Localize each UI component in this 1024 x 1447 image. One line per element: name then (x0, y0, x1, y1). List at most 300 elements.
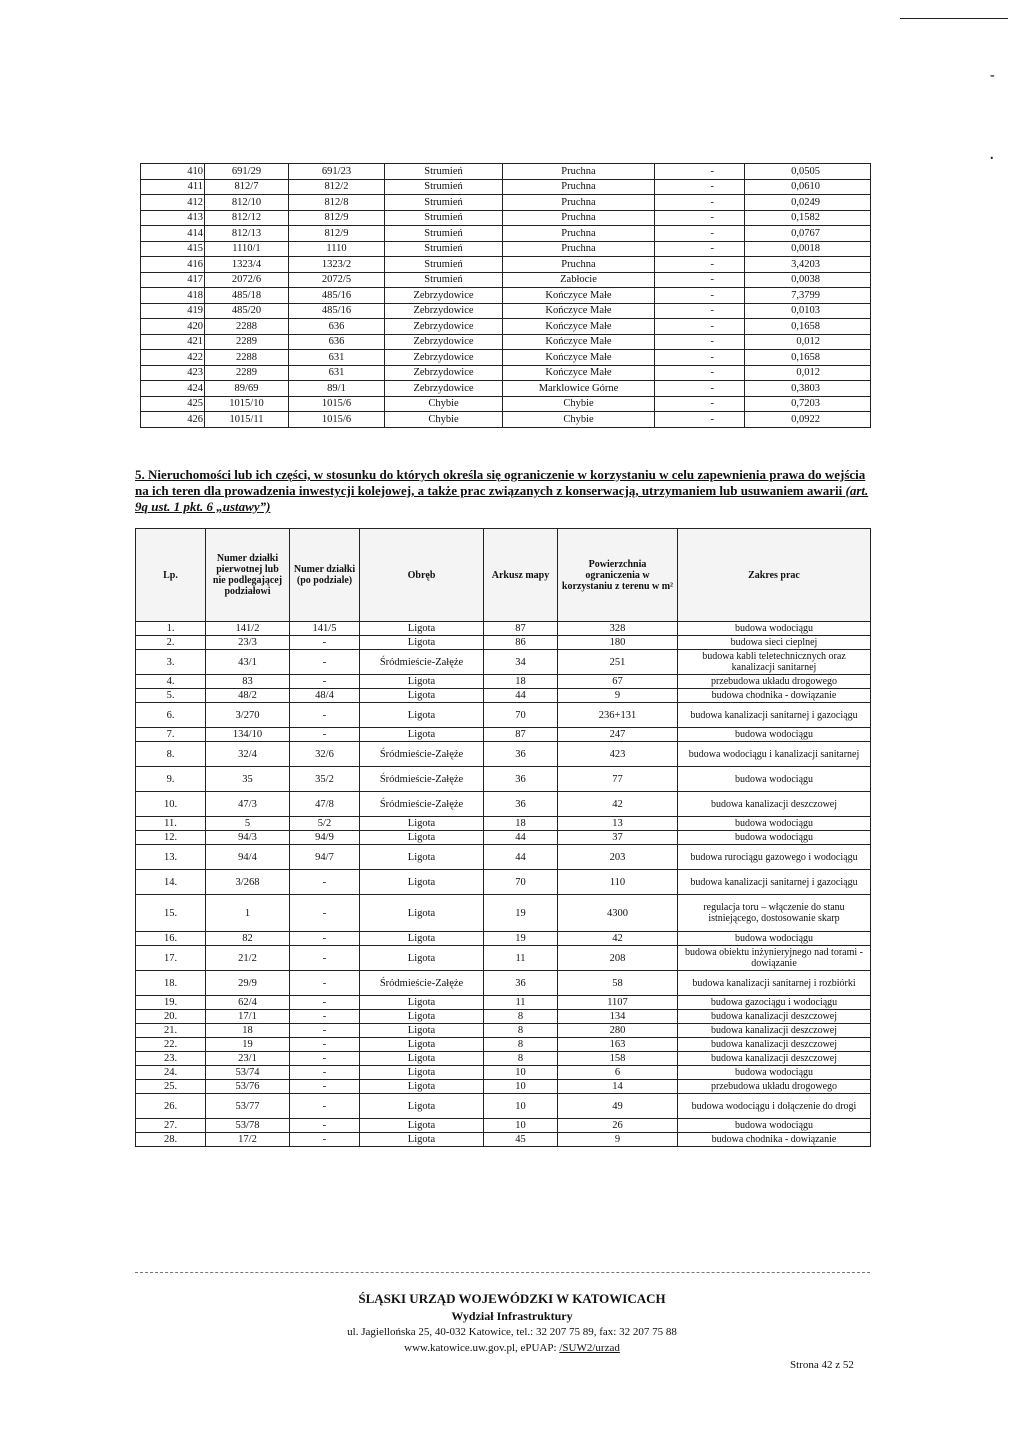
row-number-cell: 425 (141, 396, 205, 412)
precinct-cell: Ligota (360, 870, 484, 895)
parcel-original-cell: 82 (206, 932, 290, 946)
table-row (136, 831, 871, 845)
scope-of-work-cell: budowa kanalizacji deszczowej (678, 1038, 871, 1052)
lp-cell: 26. (136, 1094, 206, 1119)
lp-cell: 1. (136, 622, 206, 636)
flag-cell: - (655, 334, 745, 350)
lp-cell: 10. (136, 792, 206, 817)
parcel-original-cell: 94/3 (206, 831, 290, 845)
row-number-cell: 426 (141, 412, 205, 428)
scope-of-work-cell: budowa kanalizacji deszczowej (678, 1052, 871, 1066)
parcel-after-division-cell: 636 (289, 319, 385, 335)
area-cell: 251 (558, 650, 678, 675)
parcel-original-cell: 812/7 (205, 179, 289, 195)
row-number-cell: 423 (141, 365, 205, 381)
precinct-cell: Ligota (360, 703, 484, 728)
parcel-after-division-cell: 631 (289, 350, 385, 366)
parcel-after-division-cell: - (290, 1010, 360, 1024)
page-number: Strona 42 z 52 (790, 1359, 854, 1371)
parcel-original-cell: 19 (206, 1038, 290, 1052)
area-cell: 37 (558, 831, 678, 845)
precinct-cell: Pruchna (503, 195, 655, 211)
area-cell: 423 (558, 742, 678, 767)
area-ha-cell: 0,0018 (745, 241, 871, 257)
margin-mark: - (990, 68, 995, 83)
parcel-after-division-cell: - (290, 1119, 360, 1133)
map-sheet-cell: 8 (484, 1010, 558, 1024)
map-sheet-cell: 18 (484, 675, 558, 689)
map-sheet-cell: 86 (484, 636, 558, 650)
parcel-original-cell: 134/10 (206, 728, 290, 742)
table-row (136, 622, 871, 636)
precinct-cell: Ligota (360, 932, 484, 946)
section-5-heading: 5. Nieruchomości lub ich części, w stosunku do których określa się ograniczenie w korzystaniu w celu zapewnienia prawa do wejścia na ich teren dla prowadzenia inwestycji kolejowej, a także prac związanych z konserwacją, utrzymaniem lub usuwaniem awarii (art. 9q ust. 1 pkt. 6 „ustawy”) (135, 467, 869, 514)
flag-cell: - (655, 350, 745, 366)
parcel-original-cell: 2288 (205, 319, 289, 335)
parcel-original-cell: 17/1 (206, 1010, 290, 1024)
parcel-after-division-cell: 94/9 (290, 831, 360, 845)
municipality-cell: Strumień (385, 272, 503, 288)
parcel-after-division-cell: 47/8 (290, 792, 360, 817)
scope-of-work-cell: budowa wodociągu (678, 1119, 871, 1133)
lp-cell: 6. (136, 703, 206, 728)
parcel-after-division-cell: - (290, 1066, 360, 1080)
parcel-after-division-cell: 485/16 (289, 303, 385, 319)
area-cell: 247 (558, 728, 678, 742)
parcel-original-cell: 94/4 (206, 845, 290, 870)
flag-cell: - (655, 381, 745, 397)
flag-cell: - (655, 319, 745, 335)
margin-mark: . (990, 148, 994, 163)
table-row (141, 195, 871, 211)
area-cell: 280 (558, 1024, 678, 1038)
scope-of-work-cell: budowa wodociągu (678, 728, 871, 742)
table-row (136, 792, 871, 817)
parcel-after-division-cell: - (290, 636, 360, 650)
scope-of-work-cell: budowa chodnika - dowiązanie (678, 689, 871, 703)
scope-of-work-cell: przebudowa układu drogowego (678, 675, 871, 689)
parcel-table-continued (140, 163, 871, 428)
lp-cell: 20. (136, 1010, 206, 1024)
scope-of-work-cell: budowa kanalizacji deszczowej (678, 792, 871, 817)
map-sheet-cell: 8 (484, 1052, 558, 1066)
parcel-original-cell: 3/270 (206, 703, 290, 728)
row-number-cell: 413 (141, 210, 205, 226)
parcel-after-division-cell: 812/9 (289, 226, 385, 242)
precinct-cell: Śródmieście-Załęże (360, 650, 484, 675)
precinct-cell: Kończyce Małe (503, 365, 655, 381)
table-row (141, 303, 871, 319)
parcel-original-cell: 812/13 (205, 226, 289, 242)
table-row (136, 1024, 871, 1038)
scope-of-work-cell: budowa wodociągu i kanalizacji sanitarnej (678, 742, 871, 767)
parcel-after-division-cell: - (290, 1038, 360, 1052)
parcel-original-cell: 62/4 (206, 996, 290, 1010)
footer-divider (135, 1272, 870, 1273)
lp-cell: 27. (136, 1119, 206, 1133)
parcel-original-cell: 53/78 (206, 1119, 290, 1133)
parcel-after-division-cell: - (290, 1024, 360, 1038)
area-ha-cell: 0,0038 (745, 272, 871, 288)
table-row (141, 179, 871, 195)
parcel-original-cell: 35 (206, 767, 290, 792)
precinct-cell: Pruchna (503, 179, 655, 195)
scope-of-work-cell: budowa rurociągu gazowego i wodociągu (678, 845, 871, 870)
parcel-original-cell: 53/77 (206, 1094, 290, 1119)
precinct-cell: Kończyce Małe (503, 319, 655, 335)
map-sheet-cell: 10 (484, 1119, 558, 1133)
table-row (136, 946, 871, 971)
lp-cell: 17. (136, 946, 206, 971)
parcel-original-cell: 3/268 (206, 870, 290, 895)
precinct-cell: Ligota (360, 1052, 484, 1066)
table-row (136, 817, 871, 831)
area-cell: 26 (558, 1119, 678, 1133)
precinct-cell: Ligota (360, 1080, 484, 1094)
area-ha-cell: 0,012 (745, 334, 871, 350)
table-row (141, 272, 871, 288)
area-ha-cell: 0,0922 (745, 412, 871, 428)
precinct-cell: Ligota (360, 895, 484, 932)
header-map-sheet: Arkusz mapy (484, 529, 558, 622)
table-row (141, 226, 871, 242)
parcel-after-division-cell: - (290, 675, 360, 689)
precinct-cell: Ligota (360, 946, 484, 971)
table-row (136, 650, 871, 675)
precinct-cell: Ligota (360, 831, 484, 845)
table-row (136, 728, 871, 742)
lp-cell: 24. (136, 1066, 206, 1080)
scope-of-work-cell: budowa wodociągu (678, 817, 871, 831)
map-sheet-cell: 45 (484, 1133, 558, 1147)
lp-cell: 2. (136, 636, 206, 650)
table-row (136, 703, 871, 728)
map-sheet-cell: 10 (484, 1094, 558, 1119)
area-ha-cell: 0,012 (745, 365, 871, 381)
area-ha-cell: 0,0767 (745, 226, 871, 242)
parcel-original-cell: 2289 (205, 365, 289, 381)
area-cell: 180 (558, 636, 678, 650)
precinct-cell: Ligota (360, 636, 484, 650)
precinct-cell: Ligota (360, 1066, 484, 1080)
parcel-original-cell: 89/69 (205, 381, 289, 397)
parcel-after-division-cell: 631 (289, 365, 385, 381)
municipality-cell: Zebrzydowice (385, 350, 503, 366)
precinct-cell: Ligota (360, 1133, 484, 1147)
table-row (136, 996, 871, 1010)
footer-institution: ŚLĄSKI URZĄD WOJEWÓDZKI W KATOWICACH (358, 1291, 666, 1306)
precinct-cell: Śródmieście-Załęże (360, 971, 484, 996)
row-number-cell: 421 (141, 334, 205, 350)
row-number-cell: 414 (141, 226, 205, 242)
map-sheet-cell: 11 (484, 946, 558, 971)
map-sheet-cell: 36 (484, 767, 558, 792)
table-row (141, 241, 871, 257)
map-sheet-cell: 19 (484, 932, 558, 946)
parcel-after-division-cell: - (290, 703, 360, 728)
table-row (141, 210, 871, 226)
table-row (141, 412, 871, 428)
municipality-cell: Strumień (385, 241, 503, 257)
area-cell: 77 (558, 767, 678, 792)
area-ha-cell: 0,1658 (745, 350, 871, 366)
table-row (141, 365, 871, 381)
map-sheet-cell: 44 (484, 845, 558, 870)
parcel-after-division-cell: 812/9 (289, 210, 385, 226)
parcel-after-division-cell: 5/2 (290, 817, 360, 831)
area-cell: 13 (558, 817, 678, 831)
parcel-after-division-cell: - (290, 946, 360, 971)
header-area: Powierzchnia ograniczenia w korzystaniu z terenu w m² (558, 529, 678, 622)
table-row (136, 689, 871, 703)
area-cell: 203 (558, 845, 678, 870)
map-sheet-cell: 36 (484, 742, 558, 767)
area-cell: 134 (558, 1010, 678, 1024)
row-number-cell: 417 (141, 272, 205, 288)
lp-cell: 13. (136, 845, 206, 870)
parcel-original-cell: 812/10 (205, 195, 289, 211)
flag-cell: - (655, 288, 745, 304)
municipality-cell: Strumień (385, 226, 503, 242)
footer-address: ul. Jagiellońska 25, 40-032 Katowice, tel.: 32 207 75 89, fax: 32 207 75 88 (347, 1326, 677, 1338)
table-row (141, 350, 871, 366)
precinct-cell: Ligota (360, 1010, 484, 1024)
footer-web: www.katowice.uw.gov.pl, ePUAP: /SUW2/urzad (404, 1342, 620, 1354)
precinct-cell: Śródmieście-Załęże (360, 767, 484, 792)
precinct-cell: Ligota (360, 1119, 484, 1133)
precinct-cell: Chybie (503, 396, 655, 412)
flag-cell: - (655, 241, 745, 257)
parcel-after-division-cell: 691/23 (289, 164, 385, 180)
area-ha-cell: 0,3803 (745, 381, 871, 397)
table-row (136, 971, 871, 996)
table-row (136, 636, 871, 650)
precinct-cell: Kończyce Małe (503, 350, 655, 366)
parcel-original-cell: 2072/6 (205, 272, 289, 288)
map-sheet-cell: 19 (484, 895, 558, 932)
table-row (136, 1133, 871, 1147)
area-ha-cell: 3,4203 (745, 257, 871, 273)
area-cell: 208 (558, 946, 678, 971)
table-row (141, 288, 871, 304)
restriction-table (135, 528, 871, 1147)
parcel-after-division-cell: - (290, 971, 360, 996)
table-row (136, 767, 871, 792)
table-row (136, 932, 871, 946)
map-sheet-cell: 36 (484, 971, 558, 996)
area-cell: 42 (558, 932, 678, 946)
header-precinct: Obręb (360, 529, 484, 622)
lp-cell: 9. (136, 767, 206, 792)
precinct-cell: Ligota (360, 1024, 484, 1038)
precinct-cell: Kończyce Małe (503, 288, 655, 304)
table-row (136, 895, 871, 932)
lp-cell: 12. (136, 831, 206, 845)
map-sheet-cell: 10 (484, 1080, 558, 1094)
parcel-original-cell: 485/18 (205, 288, 289, 304)
scope-of-work-cell: budowa kanalizacji sanitarnej i rozbiórki (678, 971, 871, 996)
parcel-after-division-cell: 812/2 (289, 179, 385, 195)
parcel-after-division-cell: 1110 (289, 241, 385, 257)
parcel-original-cell: 1323/4 (205, 257, 289, 273)
precinct-cell: Ligota (360, 1094, 484, 1119)
lp-cell: 8. (136, 742, 206, 767)
scope-of-work-cell: regulacja toru – włączenie do stanu istniejącego, dostosowanie skarp (678, 895, 871, 932)
parcel-original-cell: 18 (206, 1024, 290, 1038)
municipality-cell: Strumień (385, 257, 503, 273)
map-sheet-cell: 70 (484, 870, 558, 895)
lp-cell: 23. (136, 1052, 206, 1066)
area-ha-cell: 0,1658 (745, 319, 871, 335)
precinct-cell: Ligota (360, 728, 484, 742)
scope-of-work-cell: budowa wodociągu (678, 622, 871, 636)
scope-of-work-cell: budowa wodociągu (678, 1066, 871, 1080)
municipality-cell: Strumień (385, 164, 503, 180)
table-row (136, 1080, 871, 1094)
row-number-cell: 424 (141, 381, 205, 397)
parcel-after-division-cell: - (290, 1080, 360, 1094)
header-scope-of-work: Zakres prac (678, 529, 871, 622)
map-sheet-cell: 18 (484, 817, 558, 831)
scope-of-work-cell: budowa kanalizacji deszczowej (678, 1010, 871, 1024)
parcel-original-cell: 17/2 (206, 1133, 290, 1147)
lp-cell: 7. (136, 728, 206, 742)
area-cell: 328 (558, 622, 678, 636)
area-ha-cell: 7,3799 (745, 288, 871, 304)
lp-cell: 19. (136, 996, 206, 1010)
precinct-cell: Zabłocie (503, 272, 655, 288)
parcel-original-cell: 83 (206, 675, 290, 689)
lp-cell: 3. (136, 650, 206, 675)
lp-cell: 16. (136, 932, 206, 946)
scope-of-work-cell: budowa obiektu inżynieryjnego nad torami - dowiązanie (678, 946, 871, 971)
flag-cell: - (655, 226, 745, 242)
flag-cell: - (655, 179, 745, 195)
parcel-original-cell: 5 (206, 817, 290, 831)
area-cell: 49 (558, 1094, 678, 1119)
map-sheet-cell: 8 (484, 1038, 558, 1052)
parcel-after-division-cell: 94/7 (290, 845, 360, 870)
lp-cell: 21. (136, 1024, 206, 1038)
area-cell: 236+131 (558, 703, 678, 728)
header-parcel-after-division: Numer działki (po podziale) (290, 529, 360, 622)
row-number-cell: 410 (141, 164, 205, 180)
parcel-after-division-cell: - (290, 996, 360, 1010)
parcel-original-cell: 485/20 (205, 303, 289, 319)
area-cell: 158 (558, 1052, 678, 1066)
precinct-cell: Śródmieście-Załęże (360, 742, 484, 767)
table-row (136, 1010, 871, 1024)
scope-of-work-cell: budowa kabli teletechnicznych oraz kanalizacji sanitarnej (678, 650, 871, 675)
area-cell: 163 (558, 1038, 678, 1052)
area-ha-cell: 0,0505 (745, 164, 871, 180)
flag-cell: - (655, 412, 745, 428)
scope-of-work-cell: budowa kanalizacji sanitarnej i gazociągu (678, 870, 871, 895)
municipality-cell: Strumień (385, 195, 503, 211)
flag-cell: - (655, 164, 745, 180)
precinct-cell: Kończyce Małe (503, 334, 655, 350)
map-sheet-cell: 11 (484, 996, 558, 1010)
parcel-after-division-cell: - (290, 650, 360, 675)
flag-cell: - (655, 257, 745, 273)
table-header-row (136, 529, 871, 622)
area-cell: 67 (558, 675, 678, 689)
flag-cell: - (655, 365, 745, 381)
map-sheet-cell: 44 (484, 689, 558, 703)
header-lp: Lp. (136, 529, 206, 622)
lp-cell: 11. (136, 817, 206, 831)
precinct-cell: Śródmieście-Załęże (360, 792, 484, 817)
table-row (136, 1119, 871, 1133)
precinct-cell: Pruchna (503, 210, 655, 226)
top-rule (900, 18, 1008, 19)
parcel-original-cell: 23/1 (206, 1052, 290, 1066)
table-row (141, 396, 871, 412)
precinct-cell: Chybie (503, 412, 655, 428)
scope-of-work-cell: budowa kanalizacji sanitarnej i gazociągu (678, 703, 871, 728)
lp-cell: 15. (136, 895, 206, 932)
row-number-cell: 422 (141, 350, 205, 366)
parcel-after-division-cell: 485/16 (289, 288, 385, 304)
parcel-after-division-cell: 1323/2 (289, 257, 385, 273)
scope-of-work-cell: budowa kanalizacji deszczowej (678, 1024, 871, 1038)
parcel-original-cell: 48/2 (206, 689, 290, 703)
municipality-cell: Chybie (385, 412, 503, 428)
lp-cell: 25. (136, 1080, 206, 1094)
precinct-cell: Ligota (360, 817, 484, 831)
parcel-original-cell: 53/74 (206, 1066, 290, 1080)
scope-of-work-cell: budowa wodociągu (678, 767, 871, 792)
table-row (141, 319, 871, 335)
municipality-cell: Strumień (385, 210, 503, 226)
parcel-original-cell: 29/9 (206, 971, 290, 996)
lp-cell: 5. (136, 689, 206, 703)
parcel-after-division-cell: 89/1 (289, 381, 385, 397)
parcel-original-cell: 691/29 (205, 164, 289, 180)
area-ha-cell: 0,7203 (745, 396, 871, 412)
scope-of-work-cell: budowa wodociągu (678, 831, 871, 845)
scope-of-work-cell: budowa wodociągu (678, 932, 871, 946)
municipality-cell: Strumień (385, 179, 503, 195)
parcel-after-division-cell: 1015/6 (289, 412, 385, 428)
parcel-after-division-cell: 141/5 (290, 622, 360, 636)
area-cell: 110 (558, 870, 678, 895)
precinct-cell: Pruchna (503, 164, 655, 180)
map-sheet-cell: 70 (484, 703, 558, 728)
parcel-after-division-cell: 48/4 (290, 689, 360, 703)
lp-cell: 28. (136, 1133, 206, 1147)
area-cell: 1107 (558, 996, 678, 1010)
parcel-original-cell: 43/1 (206, 650, 290, 675)
epuap-link[interactable]: /SUW2/urzad (559, 1342, 620, 1354)
parcel-after-division-cell: - (290, 870, 360, 895)
scope-of-work-cell: przebudowa układu drogowego (678, 1080, 871, 1094)
header-parcel-original: Numer działki pierwotnej lub nie podlegającej podziałowi (206, 529, 290, 622)
parcel-after-division-cell: 35/2 (290, 767, 360, 792)
parcel-after-division-cell: - (290, 728, 360, 742)
row-number-cell: 420 (141, 319, 205, 335)
parcel-after-division-cell: - (290, 1094, 360, 1119)
precinct-cell: Kończyce Małe (503, 303, 655, 319)
table-row (136, 870, 871, 895)
row-number-cell: 416 (141, 257, 205, 273)
lp-cell: 14. (136, 870, 206, 895)
row-number-cell: 411 (141, 179, 205, 195)
parcel-original-cell: 32/4 (206, 742, 290, 767)
row-number-cell: 412 (141, 195, 205, 211)
area-ha-cell: 0,0610 (745, 179, 871, 195)
parcel-after-division-cell: 2072/5 (289, 272, 385, 288)
